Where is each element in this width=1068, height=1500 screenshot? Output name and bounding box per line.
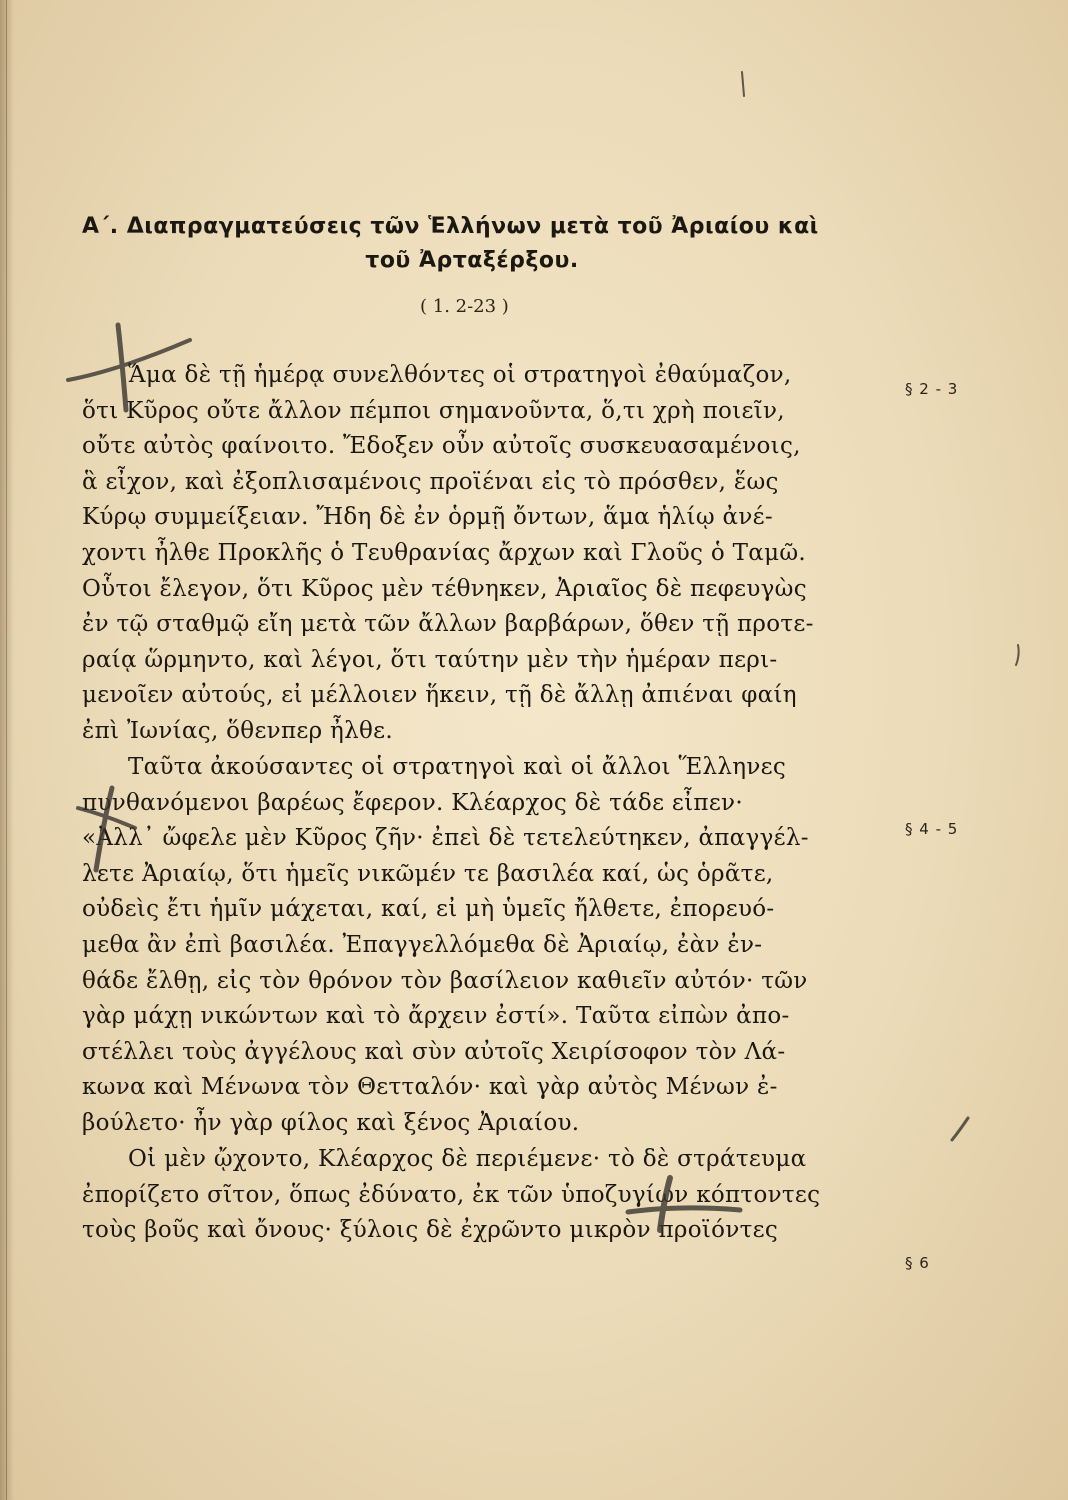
text-line: οὔτε αὐτὸς φαίνοιτο. Ἔδοξεν οὖν αὐτοῖς συσκευασαμένοις, [82, 433, 801, 460]
pencil-tick-mark [952, 1118, 968, 1140]
text-line: στέλλει τοὺς ἀγγέλους καὶ σὺν αὐτοῖς Χειρίσοφον τὸν Λά- [82, 1038, 786, 1065]
pencil-cross-mark [68, 340, 190, 380]
text-line: γὰρ μάχῃ νικώντων καὶ τὸ ἄρχειν ἐστί». Ταῦτα εἰπὼν ἀπο- [82, 1003, 790, 1030]
text-line: τοὺς βοῦς καὶ ὄνους· ξύλοις δὲ ἐχρῶντο μικρὸν προϊόντες [82, 1217, 779, 1244]
margin-note-section-2-3: § 2 - 3 [905, 380, 959, 398]
margin-note-section-6: § 6 [905, 1254, 930, 1272]
text-line: λετε Ἀριαίῳ, ὅτι ἡμεῖς νικῶμέν τε βασιλέα καί, ὡς ὁρᾶτε, [82, 860, 774, 887]
text-line: θάδε ἔλθῃ, εἰς τὸν θρόνον τὸν βασίλειον καθιεῖν αὐτόν· τῶν [82, 967, 808, 994]
pencil-cross-mark [628, 1208, 740, 1212]
text-line: ἐν τῷ σταθμῷ εἴη μετὰ τῶν ἄλλων βαρβάρων, ὅθεν τῇ προτε- [82, 611, 814, 638]
text-line: πυνθανόμενοι βαρέως ἔφερον. Κλέαρχος δὲ τάδε εἶπεν· [82, 789, 743, 816]
margin-note-section-4-5: § 4 - 5 [905, 820, 959, 838]
text-line: Ἅμα δὲ τῇ ἡμέρᾳ συνελθόντες οἱ στρατηγοὶ ἐθαύμαζον, [128, 362, 792, 388]
pencil-cross-mark [660, 1178, 670, 1230]
text-line: μενοῖεν αὐτούς, εἰ μέλλοιεν ἥκειν, τῇ δὲ ἄλλῃ ἀπιέναι φαίη [82, 682, 797, 709]
text-line: Κύρῳ συμμείξειαν. Ἤδη δὲ ἐν ὁρμῇ ὄντων, ἅμα ἡλίῳ ἀνέ- [82, 504, 773, 531]
text-line: Ταῦτα ἀκούσαντες οἱ στρατηγοὶ καὶ οἱ ἄλλοι Ἕλληνες [128, 754, 787, 780]
text-line: μεθα ἂν ἐπὶ βασιλέα. Ἐπαγγελλόμεθα δὲ Ἀριαίῳ, ἐὰν ἐν- [82, 931, 763, 958]
text-line: ἐπορίζετο σῖτον, ὅπως ἐδύνατο, ἐκ τῶν ὑποζυγίων κόπτοντες [82, 1181, 821, 1208]
text-line: ὅτι Κῦρος οὔτε ἄλλον πέμποι σημανοῦντα, ὅ,τι χρὴ ποιεῖν, [82, 397, 785, 424]
text-line: βούλετο· ἦν γὰρ φίλος καὶ ξένος Ἀριαίου. [82, 1109, 580, 1136]
text-line: ἐπὶ Ἰωνίας, ὅθενπερ ἦλθε. [82, 717, 393, 744]
text-line: ραίᾳ ὥρμηντο, καὶ λέγοι, ὅτι ταύτην μὲν τὴν ἡμέραν περι- [82, 646, 778, 673]
heading-line-1: Α΄. Διαπραγματεύσεις τῶν Ἑλλήνων μετὰ τοῦ Ἀριαίου καὶ [82, 214, 819, 239]
heading-line-2: τοῦ Ἀρταξέρξου. [365, 248, 579, 273]
pencil-tick-mark [742, 72, 744, 96]
pencil-cross-mark [96, 788, 112, 870]
text-line: οὐδεὶς ἔτι ἡμῖν μάχεται, καί, εἰ μὴ ὑμεῖς ἤλθετε, ἐπορευό- [82, 896, 775, 923]
text-line: ἃ εἶχον, καὶ ἐξοπλισαμένοις προϊέναι εἰς τὸ πρόσθεν, ἕως [82, 468, 779, 495]
text-line: χοντι ἦλθε Προκλῆς ὁ Τευθρανίας ἄρχων καὶ Γλοῦς ὁ Ταμῶ. [82, 539, 806, 566]
chapter-reference: ( 1. 2-23 ) [420, 296, 509, 317]
text-line: κωνα καὶ Μένωνα τὸν Θετταλόν· καὶ γὰρ αὐτὸς Μένων ἐ- [82, 1074, 778, 1101]
text-line: Οὗτοι ἔλεγον, ὅτι Κῦρος μὲν τέθνηκεν, Ἀριαῖος δὲ πεφευγὼς [82, 575, 807, 602]
text-line: «Ἀλλ᾽ ὤφελε μὲν Κῦρος ζῆν· ἐπεὶ δὲ τετελεύτηκεν, ἀπαγγέλ- [82, 825, 809, 852]
pencil-tick-mark [1016, 645, 1019, 665]
text-line: Οἱ μὲν ᾤχοντο, Κλέαρχος δὲ περιέμενε· τὸ δὲ στράτευμα [128, 1146, 807, 1172]
